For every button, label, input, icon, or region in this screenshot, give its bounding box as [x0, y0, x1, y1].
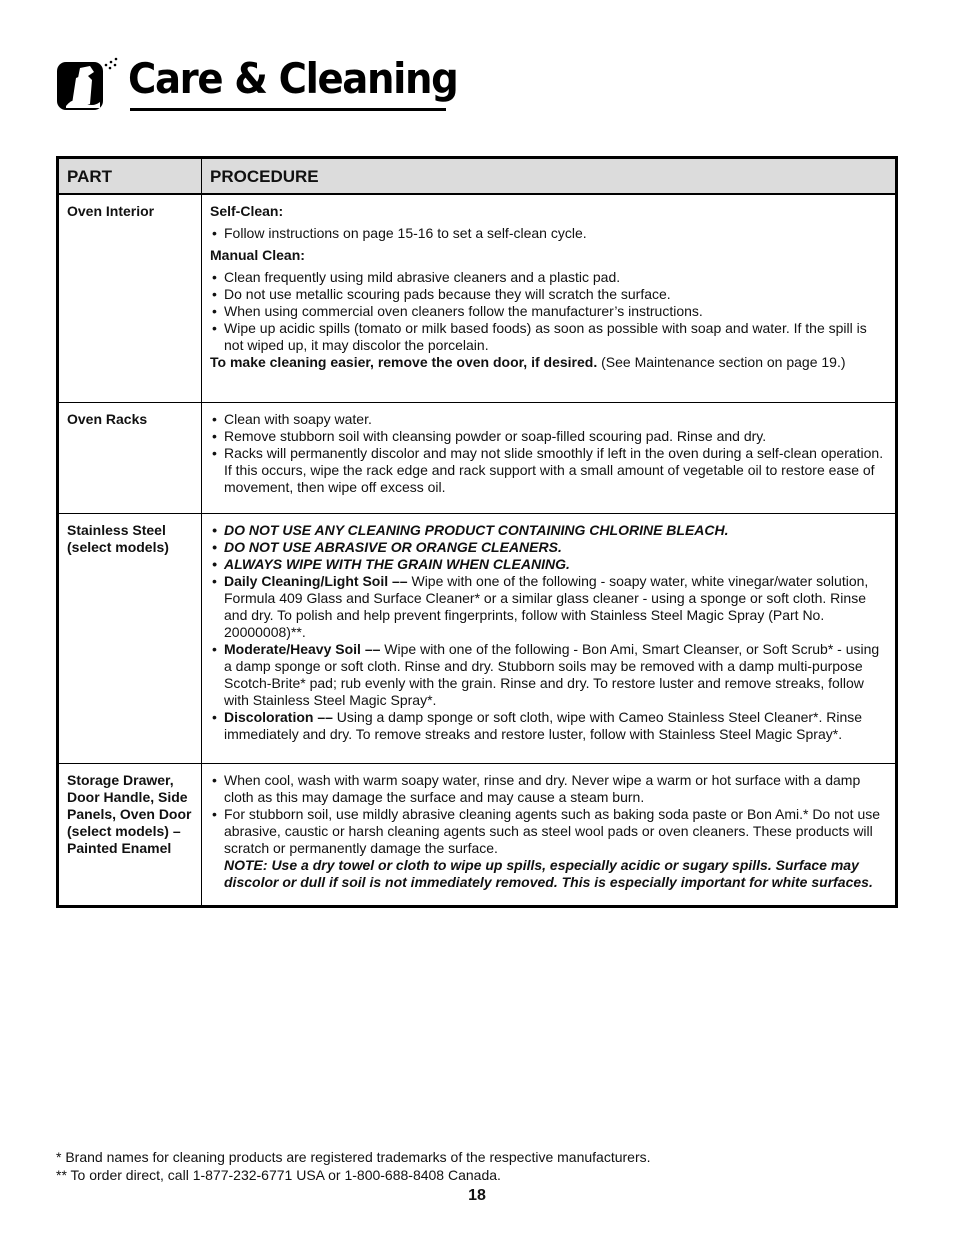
care-cleaning-table [56, 156, 898, 908]
warning-item: • ALWAYS WIPE WITH THE GRAIN WHEN CLEANING. [210, 556, 887, 573]
list-item: • Clean frequently using mild abrasive cleaners and a plastic pad. [210, 269, 887, 286]
warning-item: • DO NOT USE ANY CLEANING PRODUCT CONTAINING CHLORINE BLEACH. [210, 522, 887, 539]
part-oven-interior: Oven Interior [58, 194, 202, 402]
surface-note: NOTE: Use a dry towel or cloth to wipe up spills, especially acidic or sugary spills. Surface may discolor or dull if soil is not immediately removed. This is especially important for white surfaces. [224, 856, 873, 890]
list-item: • Remove stubborn soil with cleansing powder or soap-filled scouring pad. Rinse and dry. [210, 428, 887, 445]
table-header-row [58, 158, 897, 195]
list-item: • For stubborn soil, use mildly abrasive cleaning agents such as baking soda paste or Bon Ami.* Do not use abrasive, caustic or harsh cleaning agents such as steel wool pads or oven cleaners. These products will scratch or permanently damage the surface. [210, 806, 887, 857]
list-item: • Follow instructions on page 15-16 to set a self-clean cycle. [210, 225, 887, 242]
daily-cleaning-text: Wipe with one of the following - soapy water, white vinegar/water solution, Formula 409 Glass and Surface Cleaner* or a similar glass cleaner - using a sponge or soft cloth. Rinse and dry. To polish and help prevent fingerprints, follow with Stainless Steel Magic Spray (Part No. 20000008)**. [224, 572, 869, 640]
list-item: • When cool, wash with warm soapy water, rinse and dry. Never wipe a warm or hot surface with a damp cloth as this may damage the surface and may cause a steam burn. [210, 772, 887, 806]
daily-cleaning-label: Daily Cleaning/Light Soil –– [224, 572, 408, 589]
part-stainless-steel: Stainless Steel (select models) [58, 513, 202, 763]
column-header-procedure: PROCEDURE [202, 158, 897, 195]
procedure-stainless-steel [202, 513, 897, 763]
discoloration-label: Discoloration –– [224, 708, 333, 725]
footnote-order-direct: ** To order direct, call 1-877-232-6771 USA or 1-800-688-8408 Canada. [56, 1167, 501, 1183]
footnote-trademarks: * Brand names for cleaning products are registered trademarks of the respective manufacturers. [56, 1149, 651, 1165]
self-clean-list [210, 225, 887, 242]
list-item: • When using commercial oven cleaners follow the manufacturer’s instructions. [210, 303, 887, 320]
warning-item: • DO NOT USE ABRASIVE OR ORANGE CLEANERS. [210, 539, 887, 556]
list-item-discoloration [210, 709, 887, 743]
part-oven-racks: Oven Racks [58, 402, 202, 513]
list-item: • Clean with soapy water. [210, 411, 887, 428]
procedure-storage-drawer [202, 763, 897, 906]
manual-clean-heading: Manual Clean: [210, 247, 305, 263]
manual-clean-list [210, 269, 887, 354]
table-row-stainless-steel [58, 513, 897, 763]
table-row-oven-racks [58, 402, 897, 513]
list-item: • Wipe up acidic spills (tomato or milk based foods) as soon as possible with soap and water. If the spill is not wiped up, it may discolor the porcelain. [210, 320, 887, 354]
stainless-steel-list [210, 522, 887, 743]
footnotes [56, 1148, 651, 1184]
table-row-oven-interior [58, 194, 897, 402]
procedure-oven-interior [202, 194, 897, 402]
oven-racks-list [210, 411, 887, 496]
spray-bottle-cleaning-icon [56, 56, 120, 112]
storage-drawer-list [210, 772, 887, 857]
door-removal-tip [210, 354, 887, 371]
list-item-moderate-soil [210, 641, 887, 709]
list-item-daily-cleaning [210, 573, 887, 641]
door-tip-bold: To make cleaning easier, remove the oven door, if desired. [210, 354, 598, 370]
self-clean-heading: Self-Clean: [210, 203, 284, 219]
column-header-part: PART [58, 158, 202, 195]
page-header [56, 50, 458, 114]
part-storage-drawer: Storage Drawer, Door Handle, Side Panels, Oven Door (select models) – Painted Enamel [58, 763, 202, 906]
door-tip-reference: (See Maintenance section on page 19.) [597, 354, 846, 370]
list-item: • Racks will permanently discolor and may not slide smoothly if left in the oven during a self-clean operation. If this occurs, wipe the rack edge and rack support with a small amount of vegetable oil to restore ease of movement, then wipe off excess oil. [210, 445, 887, 496]
page-title: Care & Cleaning [128, 54, 458, 103]
moderate-soil-text: Wipe with one of the following - Bon Ami, Smart Cleanser, or Soft Scrub* - using a damp sponge or soft cloth. Rinse and dry. Stubborn soils may be removed with a damp multi-purpose Scotch-Brite* pad; rub evenly with the grain. Rinse and dry. To restore luster and remove streaks, follow with Stainless Steel Magic Spray*. [224, 640, 880, 708]
moderate-soil-label: Moderate/Heavy Soil –– [224, 640, 381, 657]
page-number: 18 [468, 1187, 486, 1204]
title-underline [130, 108, 446, 111]
list-item: • Do not use metallic scouring pads because they will scratch the surface. [210, 286, 887, 303]
discoloration-text: Using a damp sponge or soft cloth, wipe with Cameo Stainless Steel Cleaner*. Rinse immediately and dry. To remove streaks and restore luster, follow with Stainless Steel Magic Spray*. [224, 708, 863, 742]
procedure-oven-racks [202, 402, 897, 513]
table-row-storage-drawer [58, 763, 897, 906]
